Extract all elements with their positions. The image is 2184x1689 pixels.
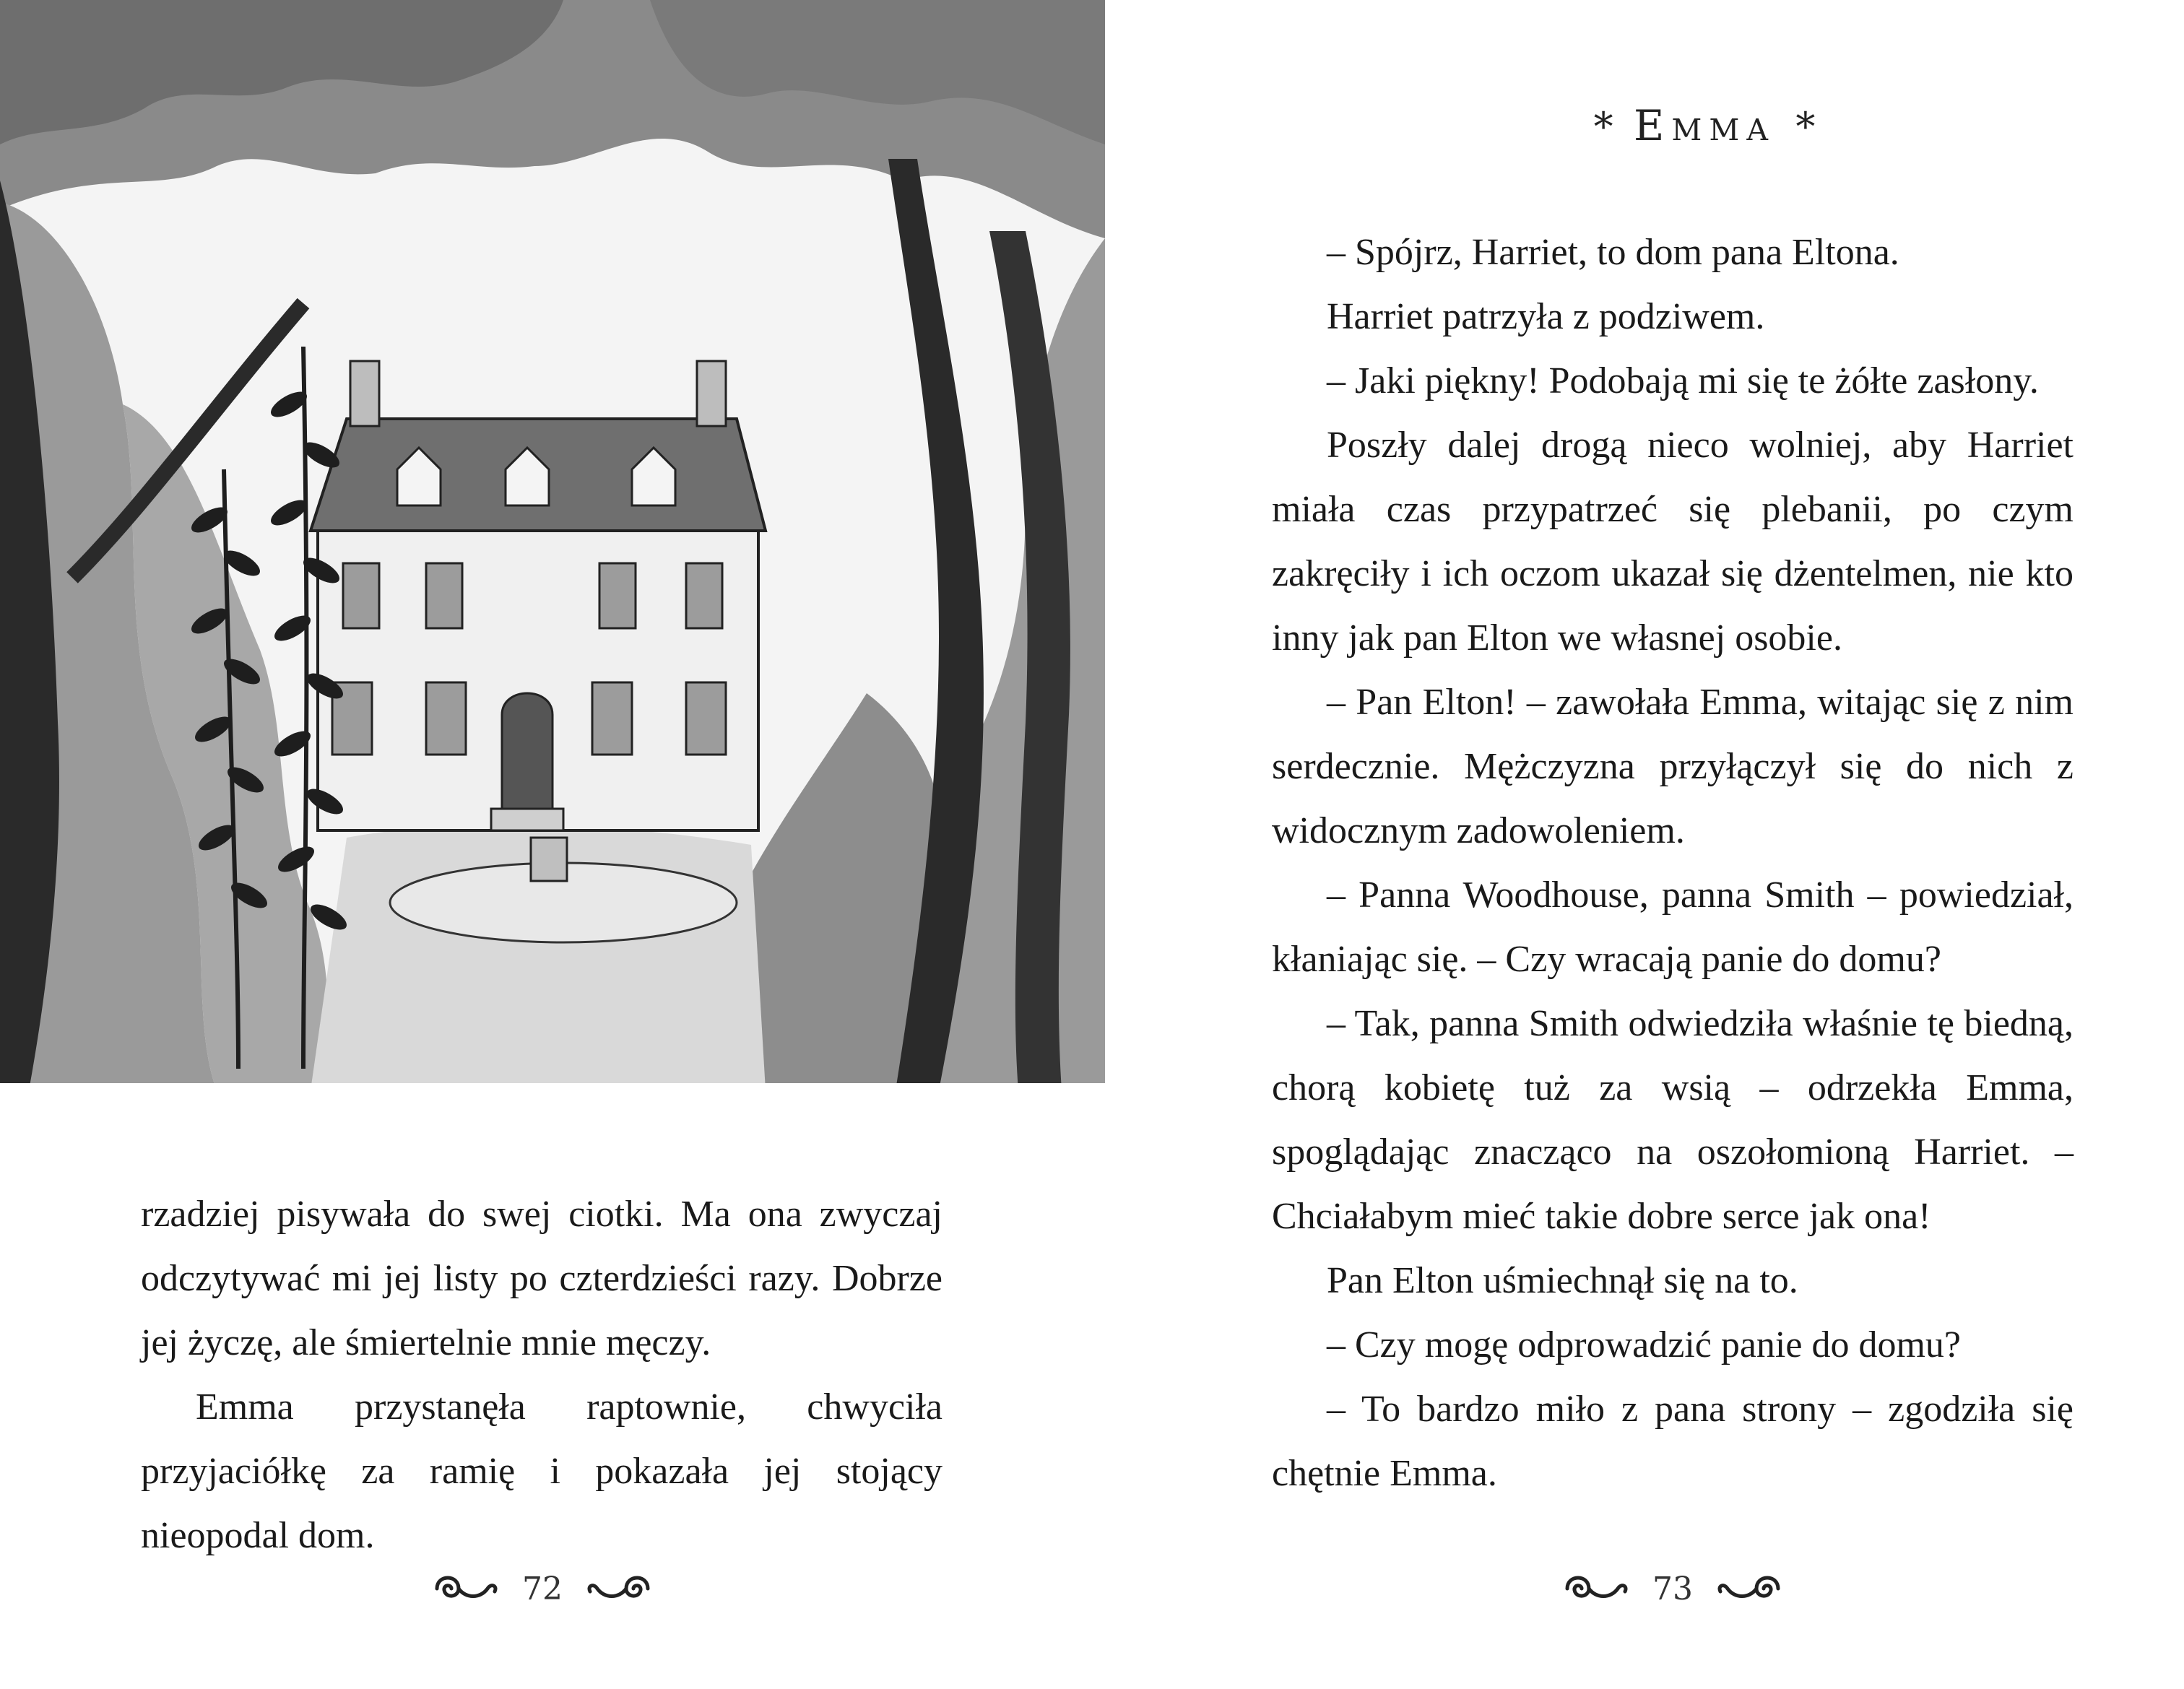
paragraph: – Tak, panna Smith odwiedziła właśnie tę biedną, chorą kobietę tuż za wsią – odrzekła Emma, spoglądając znacząco na oszołomioną Harriet. – Chciałabym mieć takie dobre serce jak ona!: [1272, 1003, 2074, 1237]
right-folio: [1553, 1560, 1793, 1618]
star-left: *: [1593, 104, 1613, 149]
page-number: 72: [522, 1570, 563, 1607]
flourish-left-icon: [1553, 1567, 1632, 1610]
paragraph: – Czy mogę odprowadzić panie do domu?: [1327, 1324, 1961, 1365]
page-number: 73: [1652, 1570, 1693, 1607]
paragraph: Harriet patrzyła z podziwem.: [1327, 296, 1765, 337]
star-right: *: [1795, 104, 1816, 149]
left-folio: [422, 1560, 662, 1618]
right-page-text: [1272, 220, 2074, 1506]
flourish-left-icon: [422, 1567, 502, 1610]
paragraph: rzadziej pisywała do swej ciotki. Ma ona zwyczaj odczytywać mi jej listy po czterdzieści razy. Dobrze jej życzę, ale śmiertelnie mnie męczy.: [141, 1194, 942, 1363]
paragraph: – Pan Elton! – zawołała Emma, witając się z nim serdecznie. Mężczyzna przyłączył się do nich z widocznym zadowoleniem.: [1272, 682, 2074, 851]
paragraph: – Spójrz, Harriet, to dom pana Eltona.: [1327, 232, 1899, 273]
manor-house-illustration-icon: [0, 0, 1105, 1090]
flourish-right-icon: [1713, 1567, 1793, 1610]
running-head: [1517, 101, 1892, 150]
flourish-right-icon: [583, 1567, 662, 1610]
paragraph: – To bardzo miło z pana strony – zgodziła się chętnie Emma.: [1272, 1389, 2074, 1494]
paragraph: – Jaki piękny! Podobają mi się te żółte zasłony.: [1327, 360, 2039, 401]
paragraph: Emma przystanęła raptownie, chwyciła przyjaciółkę za ramię i pokazała jej stojący nieopodal dom.: [141, 1386, 942, 1556]
running-head-title: Emma: [1634, 101, 1775, 150]
paragraph: Pan Elton uśmiechnął się na to.: [1327, 1260, 1798, 1301]
left-page-text: [141, 1182, 942, 1568]
paragraph: – Panna Woodhouse, panna Smith – powiedział, kłaniając się. – Czy wracają panie do domu?: [1272, 874, 2074, 980]
paragraph: Poszły dalej drogą nieco wolniej, aby Harriet miała czas przypatrzeć się plebanii, po czym zakręciły i ich oczom ukazał się dżentelmen, nie kto inny jak pan Elton we własnej osobie.: [1272, 425, 2074, 659]
